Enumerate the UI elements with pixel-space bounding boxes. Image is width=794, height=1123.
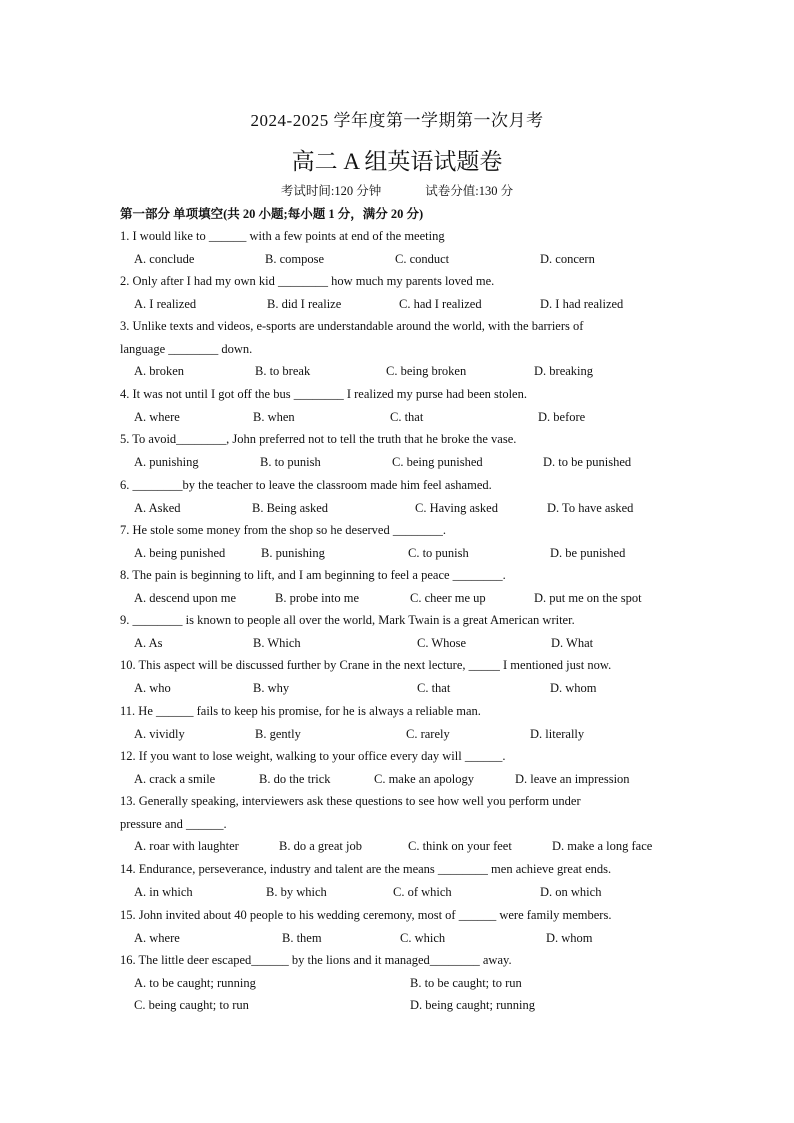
option-c: C. that [417,680,451,695]
option-a: A. to be caught; running [134,975,256,990]
option-a: A. descend upon me [134,590,237,605]
option-c: C. being punished [392,454,483,469]
question-stem: 16. The little deer escaped______ by the lions and it managed________ away. [120,953,512,967]
option-a: A. broken [134,364,184,379]
option-c: C. that [390,409,424,424]
question-stem: 11. He ______ fails to keep his promise, for he is always a reliable man. [120,704,481,718]
option-a: A. punishing [134,454,199,469]
question-stem: 13. Generally speaking, interviewers ask these questions to see how well you perform under [120,794,581,808]
option-d: D. concern [540,251,595,266]
question-stem: 10. This aspect will be discussed further by Crane in the next lecture, _____ I mentioned just now. [120,658,612,672]
question-stem: 5. To avoid________, John preferred not to tell the truth that he broke the vase. [120,432,517,446]
exam-info [0,181,794,199]
option-d: D. before [538,409,586,424]
option-b: B. punishing [261,545,325,560]
option-d: D. to be punished [543,454,632,469]
option-d: D. whom [550,680,597,695]
option-b: B. do a great job [279,839,362,854]
option-a: A. who [134,680,171,695]
option-d: D. on which [540,884,602,899]
option-d: D. breaking [534,364,594,379]
option-a: A. roar with laughter [134,839,239,854]
question-stem: 1. I would like to ______ with a few points at end of the meeting [120,229,445,243]
option-b: B. do the trick [259,771,331,786]
option-b: B. compose [265,251,325,266]
option-a: A. Asked [134,500,181,515]
question-stem: 8. The pain is beginning to lift, and I am beginning to feel a peace ________. [120,568,506,582]
option-a: A. conclude [134,251,195,266]
option-c: C. rarely [406,726,450,741]
option-d: D. put me on the spot [534,590,642,605]
option-b: B. did I realize [267,296,342,311]
option-a: A. in which [134,884,193,899]
option-a: A. where [134,930,180,945]
option-b: B. when [253,409,295,424]
option-d: D. whom [546,930,593,945]
section-title: 第一部分 单项填空(共 20 小题;每小题 1 分，满分 20 分) [120,207,424,221]
option-c: C. of which [393,884,452,899]
question-stem: 3. Unlike texts and videos, e-sports are understandable around the world, with the barriers of [120,319,584,333]
option-d: D. leave an impression [515,771,630,786]
option-b: B. why [253,680,290,695]
option-c: C. make an apology [374,771,474,786]
question-stem-continued: pressure and ______. [120,816,227,831]
option-a: A. where [134,409,180,424]
option-b: B. by which [266,884,327,899]
option-a: A. vividly [134,726,185,741]
question-stem: 15. John invited about 40 people to his wedding ceremony, most of ______ were family members. [120,908,612,922]
option-c: C. being broken [386,364,467,379]
option-b: B. to punish [260,454,321,469]
option-c: C. Whose [417,635,467,650]
exam-term-title: 2024-2025 学年度第一学期第一次月考 [250,111,544,130]
option-c: C. to punish [408,545,469,560]
question-stem: 12. If you want to lose weight, walking to your office every day will ______. [120,749,506,763]
question-stem: 14. Endurance, perseverance, industry and talent are the means ________ men achieve great ends. [120,862,612,876]
exam-time: 考试时间:120 分钟 [280,184,382,198]
question-stem: 4. It was not until I got off the bus ________ I realized my purse had been stolen. [120,387,527,401]
question-stem: 2. Only after I had my own kid ________ how much my parents loved me. [120,274,495,288]
option-b: B. to break [255,364,311,379]
option-a: A. crack a smile [134,771,216,786]
option-c: C. had I realized [399,296,482,311]
option-d: D. literally [530,726,585,741]
option-b: B. Being asked [252,500,329,515]
question-stem: 9. ________ is known to people all over the world, Mark Twain is a great American writer. [120,613,575,627]
option-c: C. cheer me up [410,590,486,605]
option-a: A. being punished [134,545,226,560]
option-b: B. Which [253,635,301,650]
option-c: C. being caught; to run [134,998,249,1013]
question-stem-continued: language ________ down. [120,341,253,356]
option-b: B. to be caught; to run [410,975,522,990]
option-a: A. As [134,635,163,650]
question-stem: 7. He stole some money from the shop so he deserved ________. [120,523,446,537]
option-b: B. them [282,930,322,945]
question-stem: 6. ________by the teacher to leave the classroom made him feel ashamed. [120,478,492,492]
option-b: B. gently [255,726,301,741]
exam-paper-title: 高二 A 组英语试题卷 [291,149,503,174]
option-d: D. being caught; running [410,998,535,1013]
option-d: D. To have asked [547,500,634,515]
option-c: C. Having asked [415,500,498,515]
option-a: A. I realized [134,296,197,311]
option-c: C. conduct [395,251,450,266]
option-c: C. which [400,930,446,945]
full-score: 试卷分值:130 分 [425,184,514,198]
option-b: B. probe into me [275,590,360,605]
option-d: D. What [551,635,594,650]
option-d: D. be punished [550,545,626,560]
option-d: D. make a long face [552,839,653,854]
option-d: D. I had realized [540,296,624,311]
option-c: C. think on your feet [408,839,512,854]
